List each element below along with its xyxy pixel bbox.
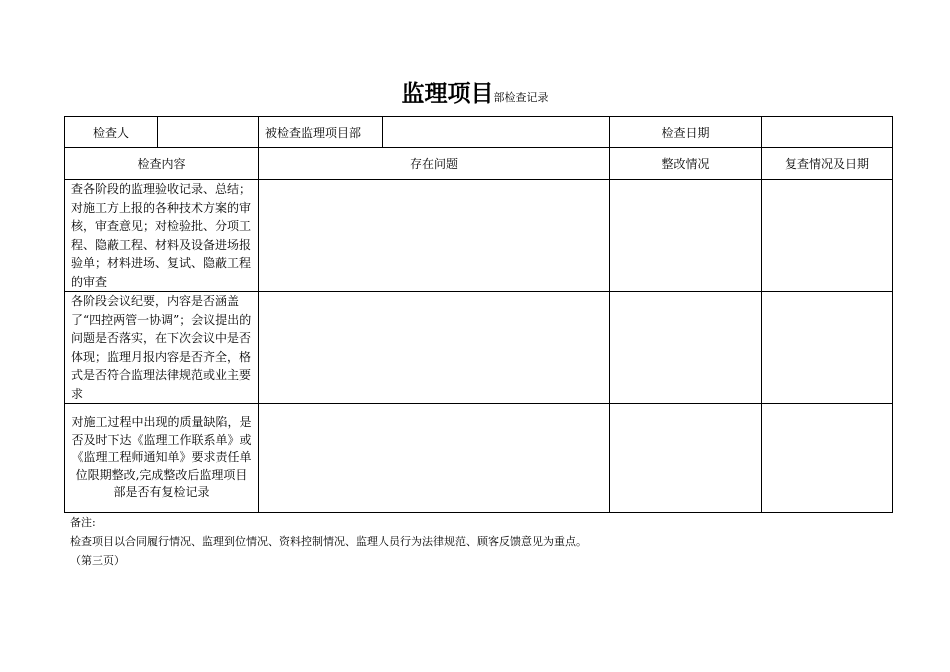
table-row [65, 292, 893, 404]
inspected-dept-value[interactable] [383, 117, 610, 148]
problems-cell[interactable] [259, 292, 610, 404]
inspected-dept-label: 被检查监理项目部 [259, 117, 383, 148]
problems-cell[interactable] [259, 404, 610, 513]
column-header-review: 复查情况及日期 [762, 148, 893, 180]
inspector-value[interactable] [158, 117, 259, 148]
inspection-content-cell: 对施工过程中出现的质量缺陷，是否及时下达《监理工作联系单》或《监理工程师通知单》要求责任单位限期整改,完成整改后监理项目部是否有复检记录 [65, 404, 259, 513]
rectification-cell[interactable] [610, 180, 762, 292]
document-title [0, 83, 950, 106]
rectification-cell[interactable] [610, 292, 762, 404]
review-cell[interactable] [762, 180, 893, 292]
table-row [65, 180, 893, 292]
inspection-content-cell: 各阶段会议纪要，内容是否涵盖了“四控两管一协调”；会议提出的问题是否落实，在下次会议中是否体现；监理月报内容是否齐全，格式是否符合监理法律规范或业主要求 [65, 292, 259, 404]
inspection-date-value[interactable] [762, 117, 893, 148]
rectification-cell[interactable] [610, 404, 762, 513]
inspection-date-label: 检查日期 [610, 117, 762, 148]
review-cell[interactable] [762, 292, 893, 404]
title-main: 监理项目 [401, 81, 494, 107]
notes-label: 备注: [70, 516, 96, 529]
column-header-problems: 存在问题 [259, 148, 610, 180]
column-header-rectification: 整改情况 [610, 148, 762, 180]
inspection-content-cell: 查各阶段的监理验收记录、总结；对施工方上报的各种技术方案的审核，审查意见；对检验批、分项工程、隐蔽工程、材料及设备进场报验单；材料进场、复试、隐蔽工程的审查 [65, 180, 259, 292]
title-sub: 部检查记录 [493, 91, 549, 104]
table-row [65, 404, 893, 513]
notes-text: 检查项目以合同履行情况、监理到位情况、资料控制情况、监理人员行为法律规范、顾客反馈意见为重点。 [70, 535, 587, 548]
page-number: （第三页） [70, 554, 125, 567]
inspector-label: 检查人 [65, 117, 158, 148]
problems-cell[interactable] [259, 180, 610, 292]
review-cell[interactable] [762, 404, 893, 513]
column-header-row [65, 148, 893, 180]
inspection-record-table [64, 116, 893, 513]
header-info-row [65, 117, 893, 148]
notes-section [70, 513, 587, 570]
column-header-content: 检查内容 [65, 148, 259, 180]
